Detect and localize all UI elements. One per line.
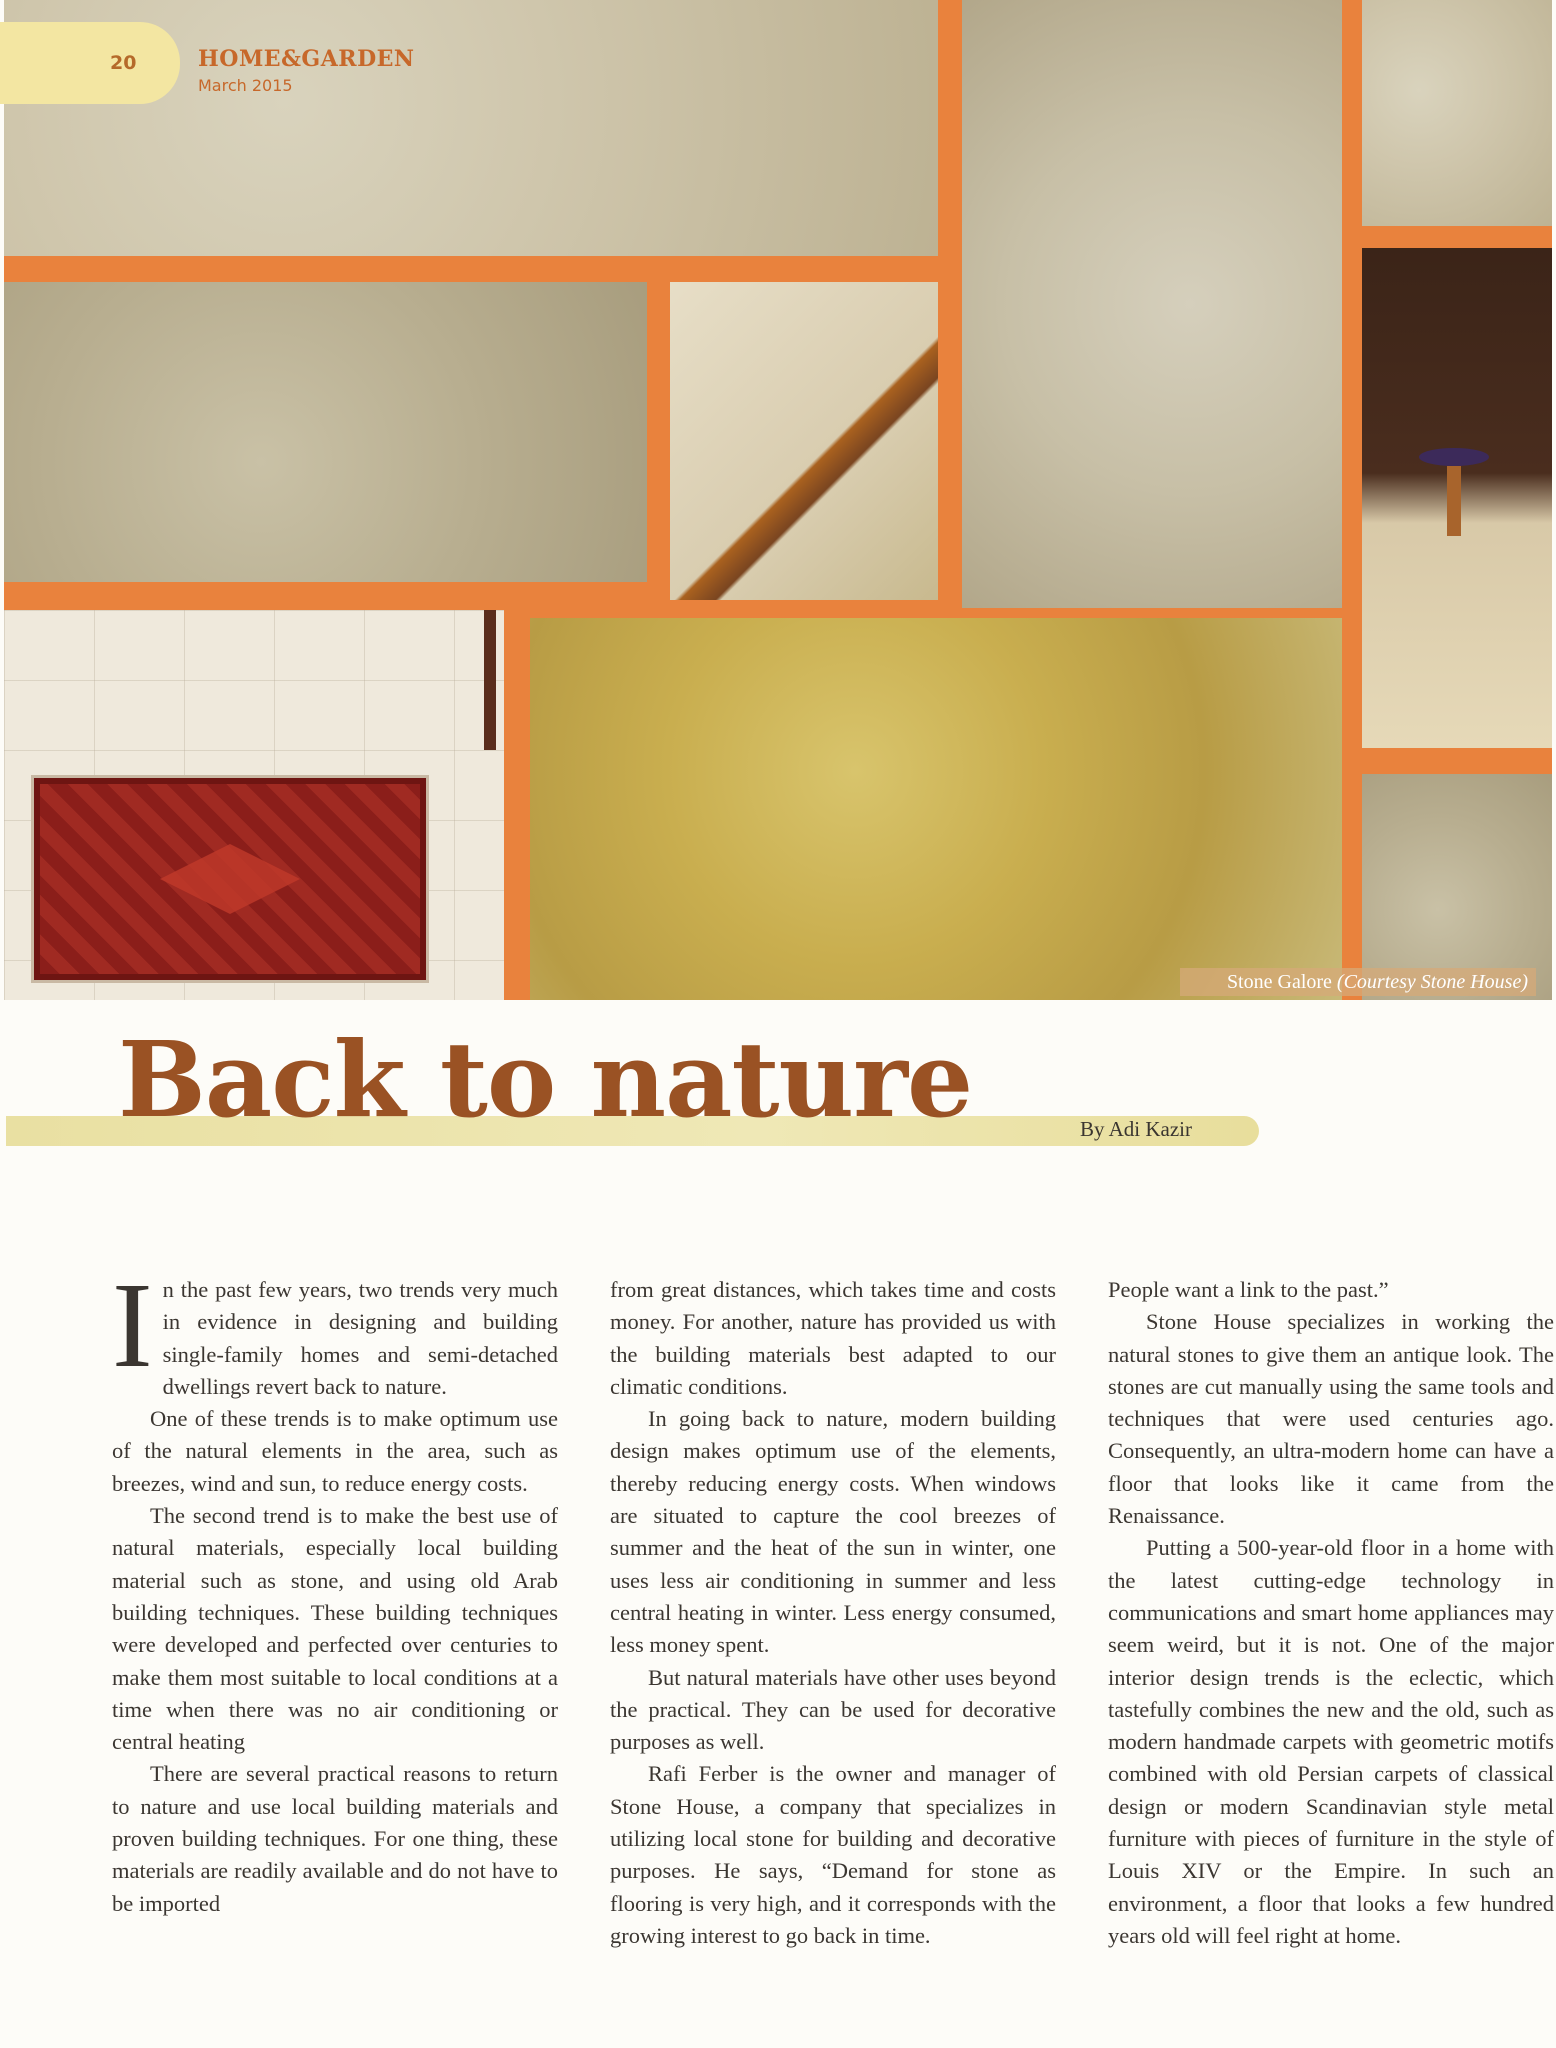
paragraph: Rafi Ferber is the owner and manager of Stone House, a company that specializes in utilizing local stone for building and decorative purposes. He says, “Demand for stone as flooring is very high, and it corresponds with the growing interest to go back in time. [610,1761,1056,1948]
stone-photo-large-slab [4,282,647,582]
chair-leg [484,610,496,750]
paragraph: People want a link to the past.” [1108,1277,1389,1302]
article-column-1 [112,1258,558,1920]
stool-leg [1447,466,1461,536]
paragraph: n the past few years, two trends very much in evidence in designing and building single-family homes and semi-detached dwellings revert back to nature. [162,1277,558,1399]
stone-photo-bottom-right [1362,774,1552,1000]
drop-cap: I [112,1258,153,1393]
paragraph: from great distances, which takes time and costs money. For another, nature has provided us with the building materials best adapted to our climatic conditions. [610,1277,1056,1399]
paragraph: The second trend is to make the best use of natural materials, especially local building material such as stone, and using old Arab building techniques. These building techniques were developed and perfected over centuries to make them most suitable to local conditions at a time when there was no air conditioning or central heating [112,1503,558,1755]
rug [34,778,426,980]
rug-floor-photo [4,610,504,1000]
stone-photo-top-right [1362,0,1552,226]
photo-caption [1180,968,1536,996]
photo-collage [4,0,1552,1000]
stone-photo-wall-right [962,0,1342,608]
paragraph: Putting a 500-year-old floor in a home with the latest cutting-edge technology in communications and smart home appliances may seem weird, but it is not. One of the major interior design trends is the eclectic, which tastefully combines the new and the old, such as modern handmade carpets with geometric motifs combined with old Persian carpets of classical design or modern Scandinavian style metal furniture with pieces of furniture in the style of Louis XIV or the Empire. In such an environment, a floor that looks a few hundred years old will feel right at home. [1108,1535,1554,1948]
stone-stairs-photo [670,282,938,600]
caption-credit: (Courtesy Stone House) [1336,971,1528,993]
gold-stone-photo [530,618,1342,1000]
article-title: Back to nature [118,1018,973,1141]
issue-date: March 2015 [198,76,293,95]
stool-seat [1419,448,1489,466]
article-column-2 [610,1274,1056,1952]
paragraph: Stone House specializes in working the natural stones to give them an antique look. The stones are cut manually using the same tools and techniques that were used centuries ago. Consequently, an ultra-modern home can have a floor that looks like it came from the Renaissance. [1108,1309,1554,1529]
page-number: 20 [110,52,137,74]
caption-main: Stone Galore [1226,971,1332,993]
page-tab [0,22,180,104]
rug-motif [160,844,300,914]
paragraph: But natural materials have other uses beyond the practical. They can be used for decorative purposes as well. [610,1664,1056,1755]
magazine-name: HOME&GARDEN [198,46,415,72]
byline: By Adi Kazir [1080,1117,1192,1141]
article-column-3 [1108,1274,1554,1952]
paragraph: In going back to nature, modern building design makes optimum use of the elements, thereby reducing energy costs. When windows are situated to capture the cool breezes of summer and the heat of the sun in winter, one uses less air conditioning in summer and less central heating in winter. Less energy consumed, less money spent. [610,1406,1056,1658]
paragraph: One of these trends is to make optimum use of the natural elements in the area, such as breezes, wind and sun, to reduce energy costs. [112,1406,558,1496]
paragraph: There are several practical reasons to return to nature and use local building materials and proven building techniques. For one thing, these materials are readily available and do not have to be imported [112,1761,558,1916]
piano-stool-photo [1362,248,1552,748]
